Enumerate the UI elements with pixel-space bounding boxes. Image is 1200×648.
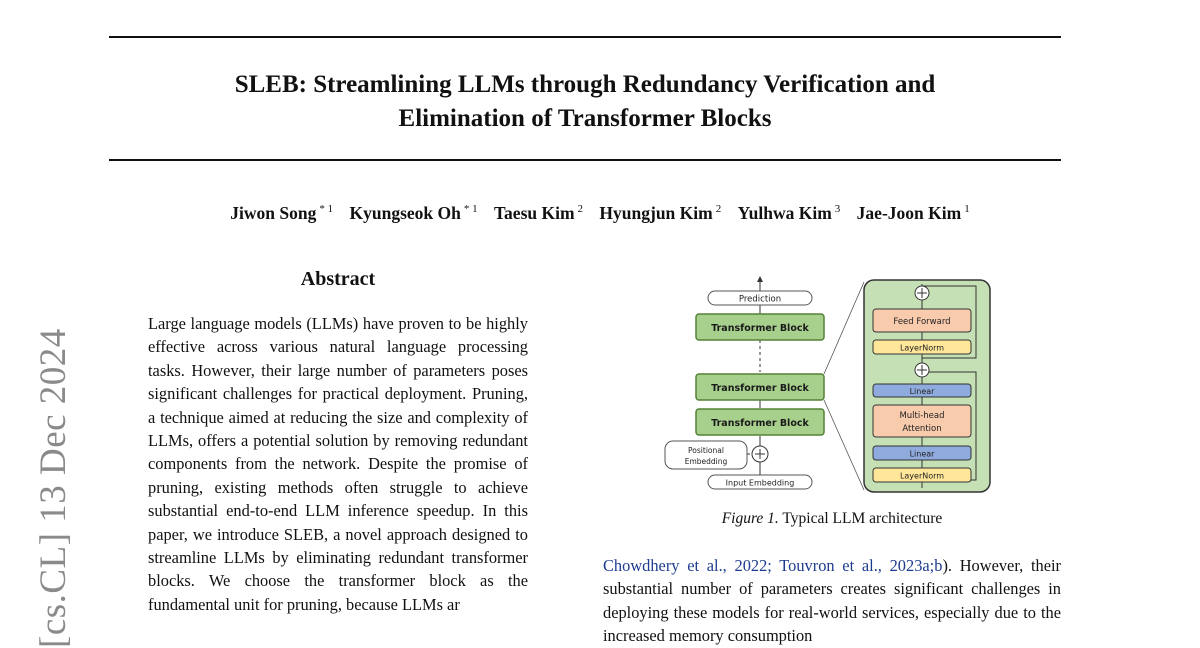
layernorm-label-bottom: LayerNorm: [899, 471, 945, 481]
citation-separator: ;: [929, 556, 935, 575]
author: Hyungjun Kim $^2$: [599, 203, 722, 223]
caption-label: Figure 1.: [721, 510, 779, 527]
citation-separator: ;: [767, 556, 780, 575]
abstract-text: Large language models (LLMs) have proven to be highly effective across various natural language processing tasks. However, their large number of parameters poses significant challenges for practical deployment. Pruning, a technique aimed at reducing the size and complexity of LLMs, offers a potential solution by removing redundant components from the network. Despite the promise of pruning, existing methods often struggle to achieve substantial end-to-end LLM inference speedup. In this paper, we introduce SLEB, a novel approach designed to streamline LLMs by eliminating redundant transformer blocks. We choose the transformer block as the fundamental unit for pruning, because LLMs ar: [148, 314, 528, 614]
citation-link[interactable]: Touvron et al., 2023a: [779, 556, 930, 575]
author-list: [0, 203, 1200, 224]
transformer-block: [696, 374, 824, 400]
abstract-heading: Abstract: [300, 268, 376, 290]
transformer-block: [696, 409, 824, 435]
llm-architecture-figure: [660, 276, 996, 496]
author: Yulhwa Kim $^3$: [737, 203, 841, 223]
block-label-3: Transformer Block: [711, 418, 809, 429]
positional-label-1: Positional: [688, 446, 724, 455]
transformer-block: [696, 314, 824, 340]
author: Taesu Kim $^2$: [493, 203, 584, 223]
top-rule: [109, 36, 1061, 38]
figure-caption: [603, 510, 1061, 528]
author: Jae-Joon Kim $^1$: [856, 203, 970, 223]
mha-label-1: Multi-head: [899, 411, 945, 421]
right-column-body: [603, 554, 1061, 648]
input-embedding-label: Input Embedding: [725, 478, 795, 488]
title-line-2: Elimination of Transformer Blocks: [398, 105, 772, 132]
feed-forward-label: Feed Forward: [893, 317, 951, 327]
bottom-rule: [109, 159, 1061, 161]
author: Kyungseok Oh $^{* 1}$: [349, 203, 478, 223]
arxiv-stamp: [cs.CL] 13 Dec 2024: [33, 328, 74, 648]
citation-link[interactable]: Chowdhery et al., 2022: [603, 556, 768, 575]
prediction-label: Prediction: [738, 294, 782, 305]
citation-link[interactable]: b: [934, 556, 943, 575]
caption-text: Typical LLM architecture: [782, 510, 943, 527]
author: Jiwon Song $^{* 1}$: [230, 203, 334, 223]
layernorm-label-top: LayerNorm: [899, 343, 945, 353]
title-line-1: SLEB: Streamlining LLMs through Redundancy Verification and: [234, 71, 936, 98]
block-label-2: Transformer Block: [711, 383, 809, 394]
block-label-1: Transformer Block: [711, 323, 809, 334]
positional-label-2: Embedding: [684, 457, 728, 466]
linear-label-top: Linear: [909, 387, 935, 396]
body-text: ). However, their substantial number of parameters creates significant challenges in deploying these models for real-world services, especially due to the increased memory consumption: [603, 556, 1061, 646]
mha-label-2: Attention: [902, 424, 942, 434]
paper-title: [109, 68, 1061, 136]
linear-label-bottom: Linear: [909, 449, 935, 459]
